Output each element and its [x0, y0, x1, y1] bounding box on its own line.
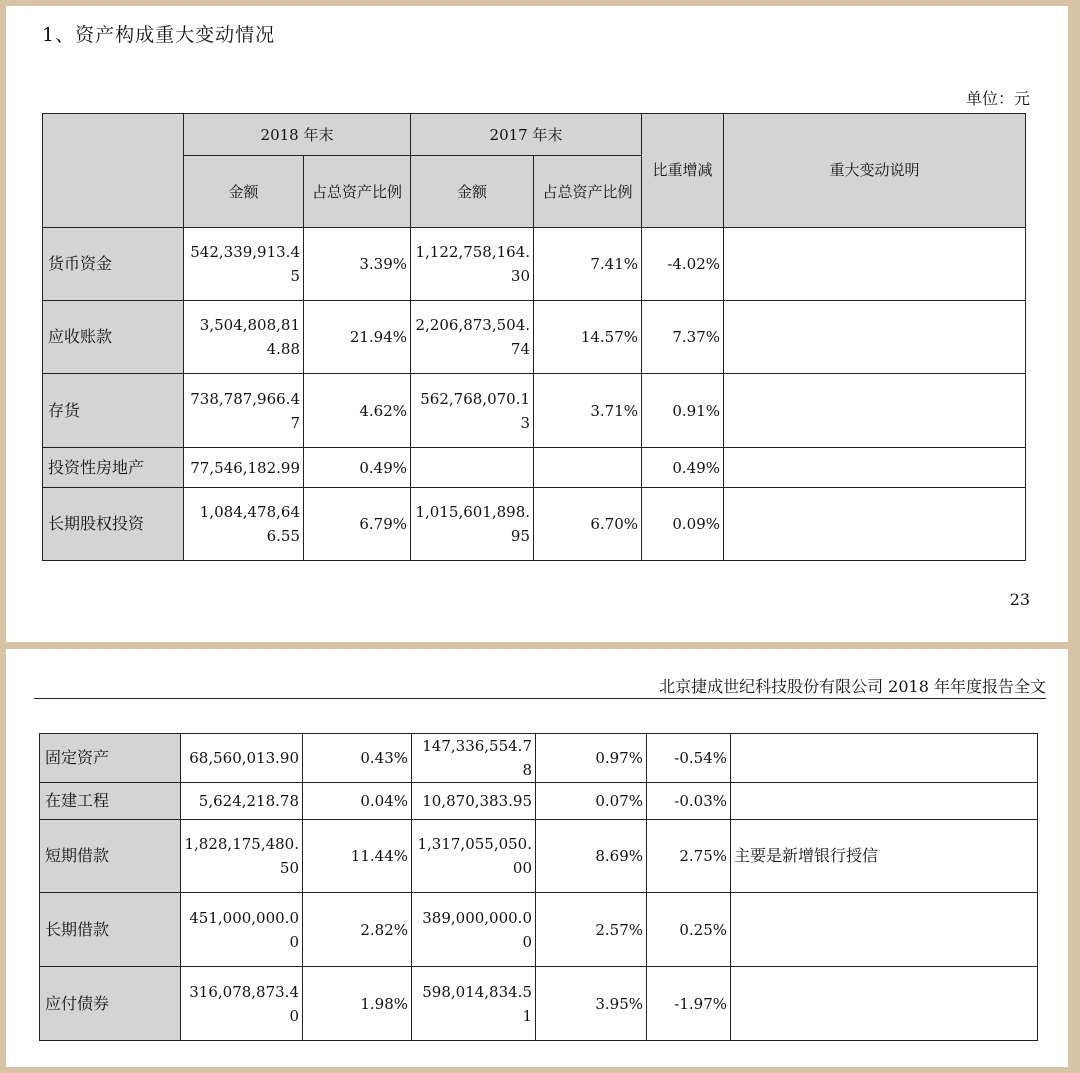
header-rule	[34, 698, 1046, 699]
row-explanation	[724, 448, 1026, 488]
row-ratio-2017: 3.95%	[536, 967, 647, 1041]
header-2017: 2017 年末	[411, 114, 642, 156]
row-explanation	[731, 734, 1038, 783]
row-ratio-2018: 1.98%	[303, 967, 412, 1041]
report-page-24	[6, 649, 1068, 1067]
row-amount-2018: 1,828,175,480.50	[181, 820, 303, 893]
table-row	[40, 783, 1038, 820]
row-item-label: 应付债券	[40, 967, 181, 1041]
row-item-label: 存货	[43, 374, 184, 448]
row-item-label: 短期借款	[40, 820, 181, 893]
row-ratio-2018: 3.39%	[304, 228, 411, 301]
row-change: 0.25%	[647, 893, 731, 967]
unit-label: 单位：元	[965, 89, 1030, 108]
table-row	[43, 488, 1026, 561]
row-amount-2017: 1,122,758,164.30	[411, 228, 534, 301]
table-row	[43, 374, 1026, 448]
row-amount-2017: 598,014,834.51	[412, 967, 536, 1041]
row-amount-2018: 5,624,218.78	[181, 783, 303, 820]
table-row	[43, 448, 1026, 488]
table-row	[40, 967, 1038, 1041]
row-ratio-2017: 0.97%	[536, 734, 647, 783]
table-body-part2	[40, 734, 1038, 1041]
table-row	[40, 893, 1038, 967]
row-amount-2017: 389,000,000.00	[412, 893, 536, 967]
row-explanation	[731, 967, 1038, 1041]
row-amount-2018: 1,084,478,646.55	[184, 488, 304, 561]
row-change: -4.02%	[642, 228, 724, 301]
header-blank	[43, 114, 184, 228]
header-change: 比重增减	[642, 114, 724, 228]
row-amount-2017: 10,870,383.95	[412, 783, 536, 820]
row-amount-2017: 1,015,601,898.95	[411, 488, 534, 561]
row-change: 0.91%	[642, 374, 724, 448]
row-amount-2017: 1,317,055,050.00	[412, 820, 536, 893]
row-amount-2018: 3,504,808,814.88	[184, 301, 304, 374]
row-ratio-2017: 3.71%	[534, 374, 642, 448]
header-explanation: 重大变动说明	[724, 114, 1026, 228]
table-row	[43, 228, 1026, 301]
row-explanation	[724, 374, 1026, 448]
row-ratio-2018: 11.44%	[303, 820, 412, 893]
row-change: 2.75%	[647, 820, 731, 893]
section-title: 1、资产构成重大变动情况	[42, 24, 276, 46]
row-explanation	[724, 488, 1026, 561]
row-change: -0.03%	[647, 783, 731, 820]
header-2018: 2018 年末	[184, 114, 411, 156]
row-amount-2018: 542,339,913.45	[184, 228, 304, 301]
row-ratio-2017: 7.41%	[534, 228, 642, 301]
row-change: -1.97%	[647, 967, 731, 1041]
row-ratio-2017: 6.70%	[534, 488, 642, 561]
row-item-label: 投资性房地产	[43, 448, 184, 488]
table-row	[40, 820, 1038, 893]
header-ratio-2017: 占总资产比例	[534, 156, 642, 228]
row-amount-2018: 316,078,873.40	[181, 967, 303, 1041]
report-running-header: 北京捷成世纪科技股份有限公司 2018 年年度报告全文	[659, 677, 1046, 696]
row-change: 0.09%	[642, 488, 724, 561]
row-explanation	[731, 893, 1038, 967]
table-row	[40, 734, 1038, 783]
row-amount-2017: 562,768,070.13	[411, 374, 534, 448]
row-ratio-2018: 0.04%	[303, 783, 412, 820]
row-ratio-2018: 21.94%	[304, 301, 411, 374]
row-amount-2017: 2,206,873,504.74	[411, 301, 534, 374]
page-number: 23	[1009, 590, 1030, 609]
row-ratio-2018: 0.49%	[304, 448, 411, 488]
asset-composition-table-part1	[42, 113, 1026, 561]
row-change: 7.37%	[642, 301, 724, 374]
row-ratio-2017: 8.69%	[536, 820, 647, 893]
row-ratio-2018: 2.82%	[303, 893, 412, 967]
header-amount-2018: 金额	[184, 156, 304, 228]
row-change: -0.54%	[647, 734, 731, 783]
table-row	[43, 301, 1026, 374]
header-ratio-2018: 占总资产比例	[304, 156, 411, 228]
row-item-label: 在建工程	[40, 783, 181, 820]
asset-composition-table-part2	[39, 733, 1038, 1041]
row-amount-2018: 738,787,966.47	[184, 374, 304, 448]
row-explanation	[731, 783, 1038, 820]
row-amount-2017: 147,336,554.78	[412, 734, 536, 783]
row-amount-2018: 451,000,000.00	[181, 893, 303, 967]
row-item-label: 固定资产	[40, 734, 181, 783]
row-amount-2017	[411, 448, 534, 488]
row-amount-2018: 68,560,013.90	[181, 734, 303, 783]
table-body-part1	[43, 228, 1026, 561]
header-amount-2017: 金额	[411, 156, 534, 228]
row-item-label: 应收账款	[43, 301, 184, 374]
report-page-23	[6, 6, 1068, 642]
row-ratio-2018: 6.79%	[304, 488, 411, 561]
row-explanation	[724, 228, 1026, 301]
row-change: 0.49%	[642, 448, 724, 488]
row-amount-2018: 77,546,182.99	[184, 448, 304, 488]
row-item-label: 长期借款	[40, 893, 181, 967]
row-explanation	[724, 301, 1026, 374]
row-ratio-2017: 14.57%	[534, 301, 642, 374]
row-item-label: 长期股权投资	[43, 488, 184, 561]
row-ratio-2017: 2.57%	[536, 893, 647, 967]
row-ratio-2018: 4.62%	[304, 374, 411, 448]
row-item-label: 货币资金	[43, 228, 184, 301]
row-explanation: 主要是新增银行授信	[731, 820, 1038, 893]
row-ratio-2018: 0.43%	[303, 734, 412, 783]
row-ratio-2017	[534, 448, 642, 488]
row-ratio-2017: 0.07%	[536, 783, 647, 820]
